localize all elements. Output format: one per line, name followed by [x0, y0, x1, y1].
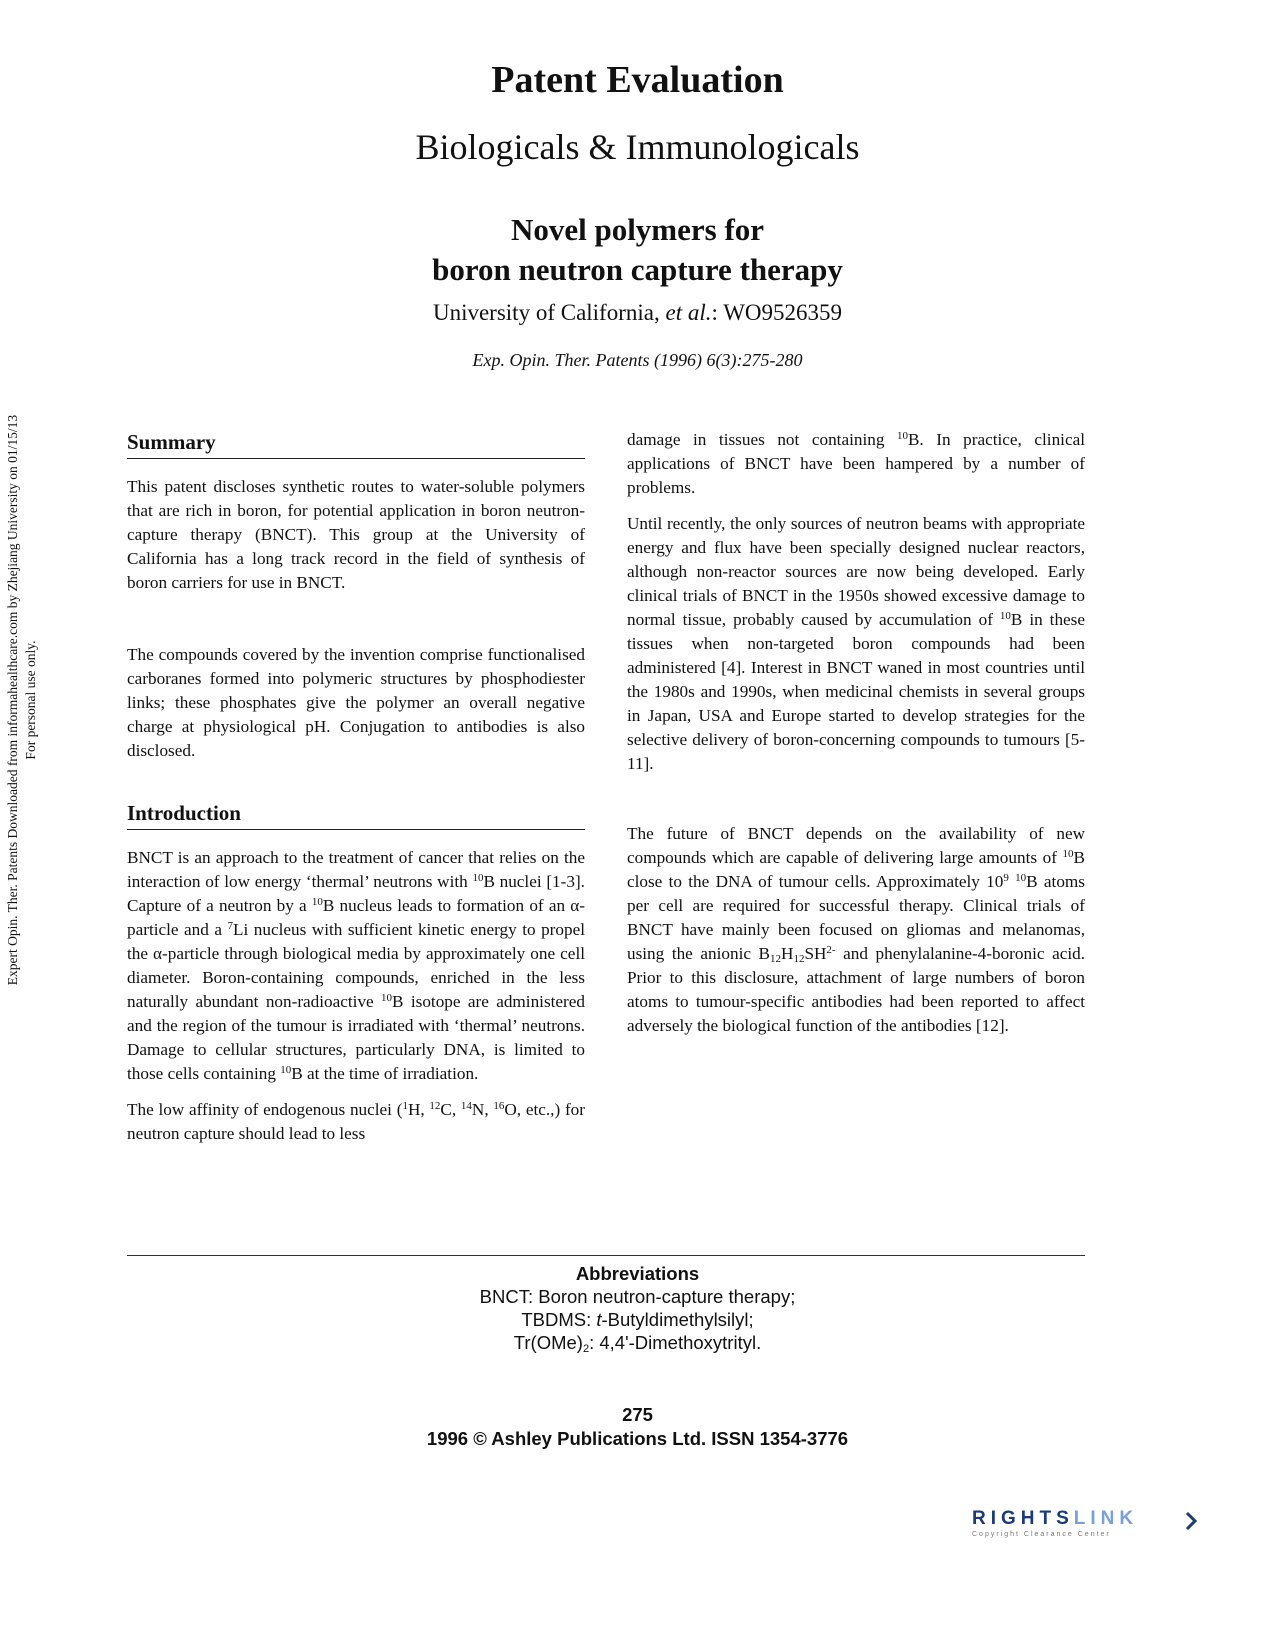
- article-title: [0, 210, 1275, 290]
- rightslink-logo[interactable]: [972, 1508, 1202, 1544]
- article-title-line2: boron neutron capture therapy: [432, 252, 843, 287]
- left-column: [127, 430, 585, 1146]
- summary-heading: Summary: [127, 430, 585, 459]
- summary-paragraph-1: This patent discloses synthetic routes to water-soluble polymers that are rich in boron, for potential application in boron neutron-capture therapy (BNCT). This group at the University of California has a long track record in the field of synthesis of boron carriers for use in BNCT.: [127, 477, 585, 592]
- download-watermark: [4, 350, 40, 1050]
- abbreviation-bnct: BNCT: Boron neutron-capture therapy;: [479, 1286, 796, 1307]
- section-title: Biologicals & Immunologicals: [415, 127, 860, 167]
- summary-paragraph-2: The compounds covered by the invention comprise functionalised carboranes formed into polymeric structures by phosphodiester links; these phosphates give the polymer an overall negative charge at physiological pH. Conjugation to antibodies is also disclosed.: [127, 645, 585, 760]
- abbreviation-tbdms: TBDMS: t-Butyldimethylsilyl;: [521, 1309, 754, 1330]
- introduction-paragraph-2: The low affinity of endogenous nuclei ($^1$H, $^{12}$C, $^{14}$N, $^{16}$O, etc.,) for neutron capture should lead to less: [127, 1100, 585, 1143]
- download-watermark-line1: Expert Opin. Ther. Patents Downloaded from informahealthcare.com by Zhejiang University on 01/15/13: [5, 414, 20, 986]
- citation: Exp. Opin. Ther. Patents (1996) 6(3):275-280: [472, 350, 803, 370]
- introduction-heading: Introduction: [127, 801, 585, 830]
- introduction-paragraph-1: BNCT is an approach to the treatment of cancer that relies on the interaction of low energy ‘thermal’ neutrons with $^{10}$B nuclei [1-3]. Capture of a neutron by a $^{10}$B nucleus leads to formation of an α-particle and a $^7$Li nucleus with sufficient kinetic energy to propel the α-particle through biological media by approximately one cell diameter. Boron-containing compounds, enriched in the less naturally abundant non-radioactive $^{10}$B isotope are administered and the region of the tumour is irradiated with ‘thermal’ neutrons. Damage to cellular structures, particularly DNA, is limited to those cells containing $^{10}$B at the time of irradiation.: [127, 848, 585, 1083]
- intro-continued-paragraph-3: The future of BNCT depends on the availability of new compounds which are capable of delivering large amounts of $^{10}$B close to the DNA of tumour cells. Approximately $10^9$ $^{10}$B atoms per cell are required for successful therapy. Clinical trials of BNCT have mainly been focused on gliomas and melanomas, using the anionic $B_{12}H_{12}SH^{2-}$ and phenylalanine-4-boronic acid. Prior to this disclosure, attachment of large numbers of boron atoms to tumour-specific antibodies had been reported to affect adversely the biological function of the antibodies [12].: [627, 824, 1085, 1035]
- article-title-line1: Novel polymers for: [510, 212, 765, 247]
- copyright-notice: 1996 © Ashley Publications Ltd. ISSN 1354-3776: [426, 1428, 849, 1449]
- abbreviations-divider: [127, 1255, 1085, 1256]
- abbreviations-title: Abbreviations: [575, 1263, 700, 1284]
- download-watermark-line2: For personal use only.: [23, 640, 38, 760]
- page-number: 275: [622, 1404, 653, 1425]
- right-column: [627, 428, 1085, 1038]
- journal-title: Patent Evaluation: [491, 59, 784, 101]
- rightslink-logo-dark: RIGHTS: [972, 1508, 1074, 1529]
- rightslink-logo-light: LINK: [1073, 1508, 1139, 1529]
- intro-continued-paragraph-1: damage in tissues not containing $^{10}$B. In practice, clinical applications of BNCT have been hampered by a number of problems.: [627, 430, 1085, 497]
- abbreviation-tr-ome: $Tr(OMe)_2$: 4,4'-Dimethoxytrityl.: [513, 1332, 762, 1355]
- patent-reference: [0, 300, 1275, 326]
- rightslink-tagline: Copyright Clearance Center: [972, 1531, 1111, 1538]
- patent-number: : WO9526359: [711, 300, 843, 325]
- assignee: University of California,: [432, 300, 666, 325]
- intro-continued-paragraph-2: Until recently, the only sources of neutron beams with appropriate energy and flux have been specially designed nuclear reactors, although non-reactor sources are now being developed. Early clinical trials of BNCT in the 1950s showed excessive damage to normal tissue, probably caused by accumulation of $^{10}$B in these tissues when non-targeted boron compounds had been administered [4]. Interest in BNCT waned in most countries until the 1980s and 1990s, when medicinal chemists in several groups in Japan, USA and Europe started to develop strategies for the selective delivery of boron-concerning compounds to tumours [5-11].: [627, 514, 1085, 773]
- chevron-right-icon: [1184, 1511, 1198, 1531]
- et-al: et al.: [665, 300, 712, 325]
- abbreviations-box: [0, 1262, 1275, 1354]
